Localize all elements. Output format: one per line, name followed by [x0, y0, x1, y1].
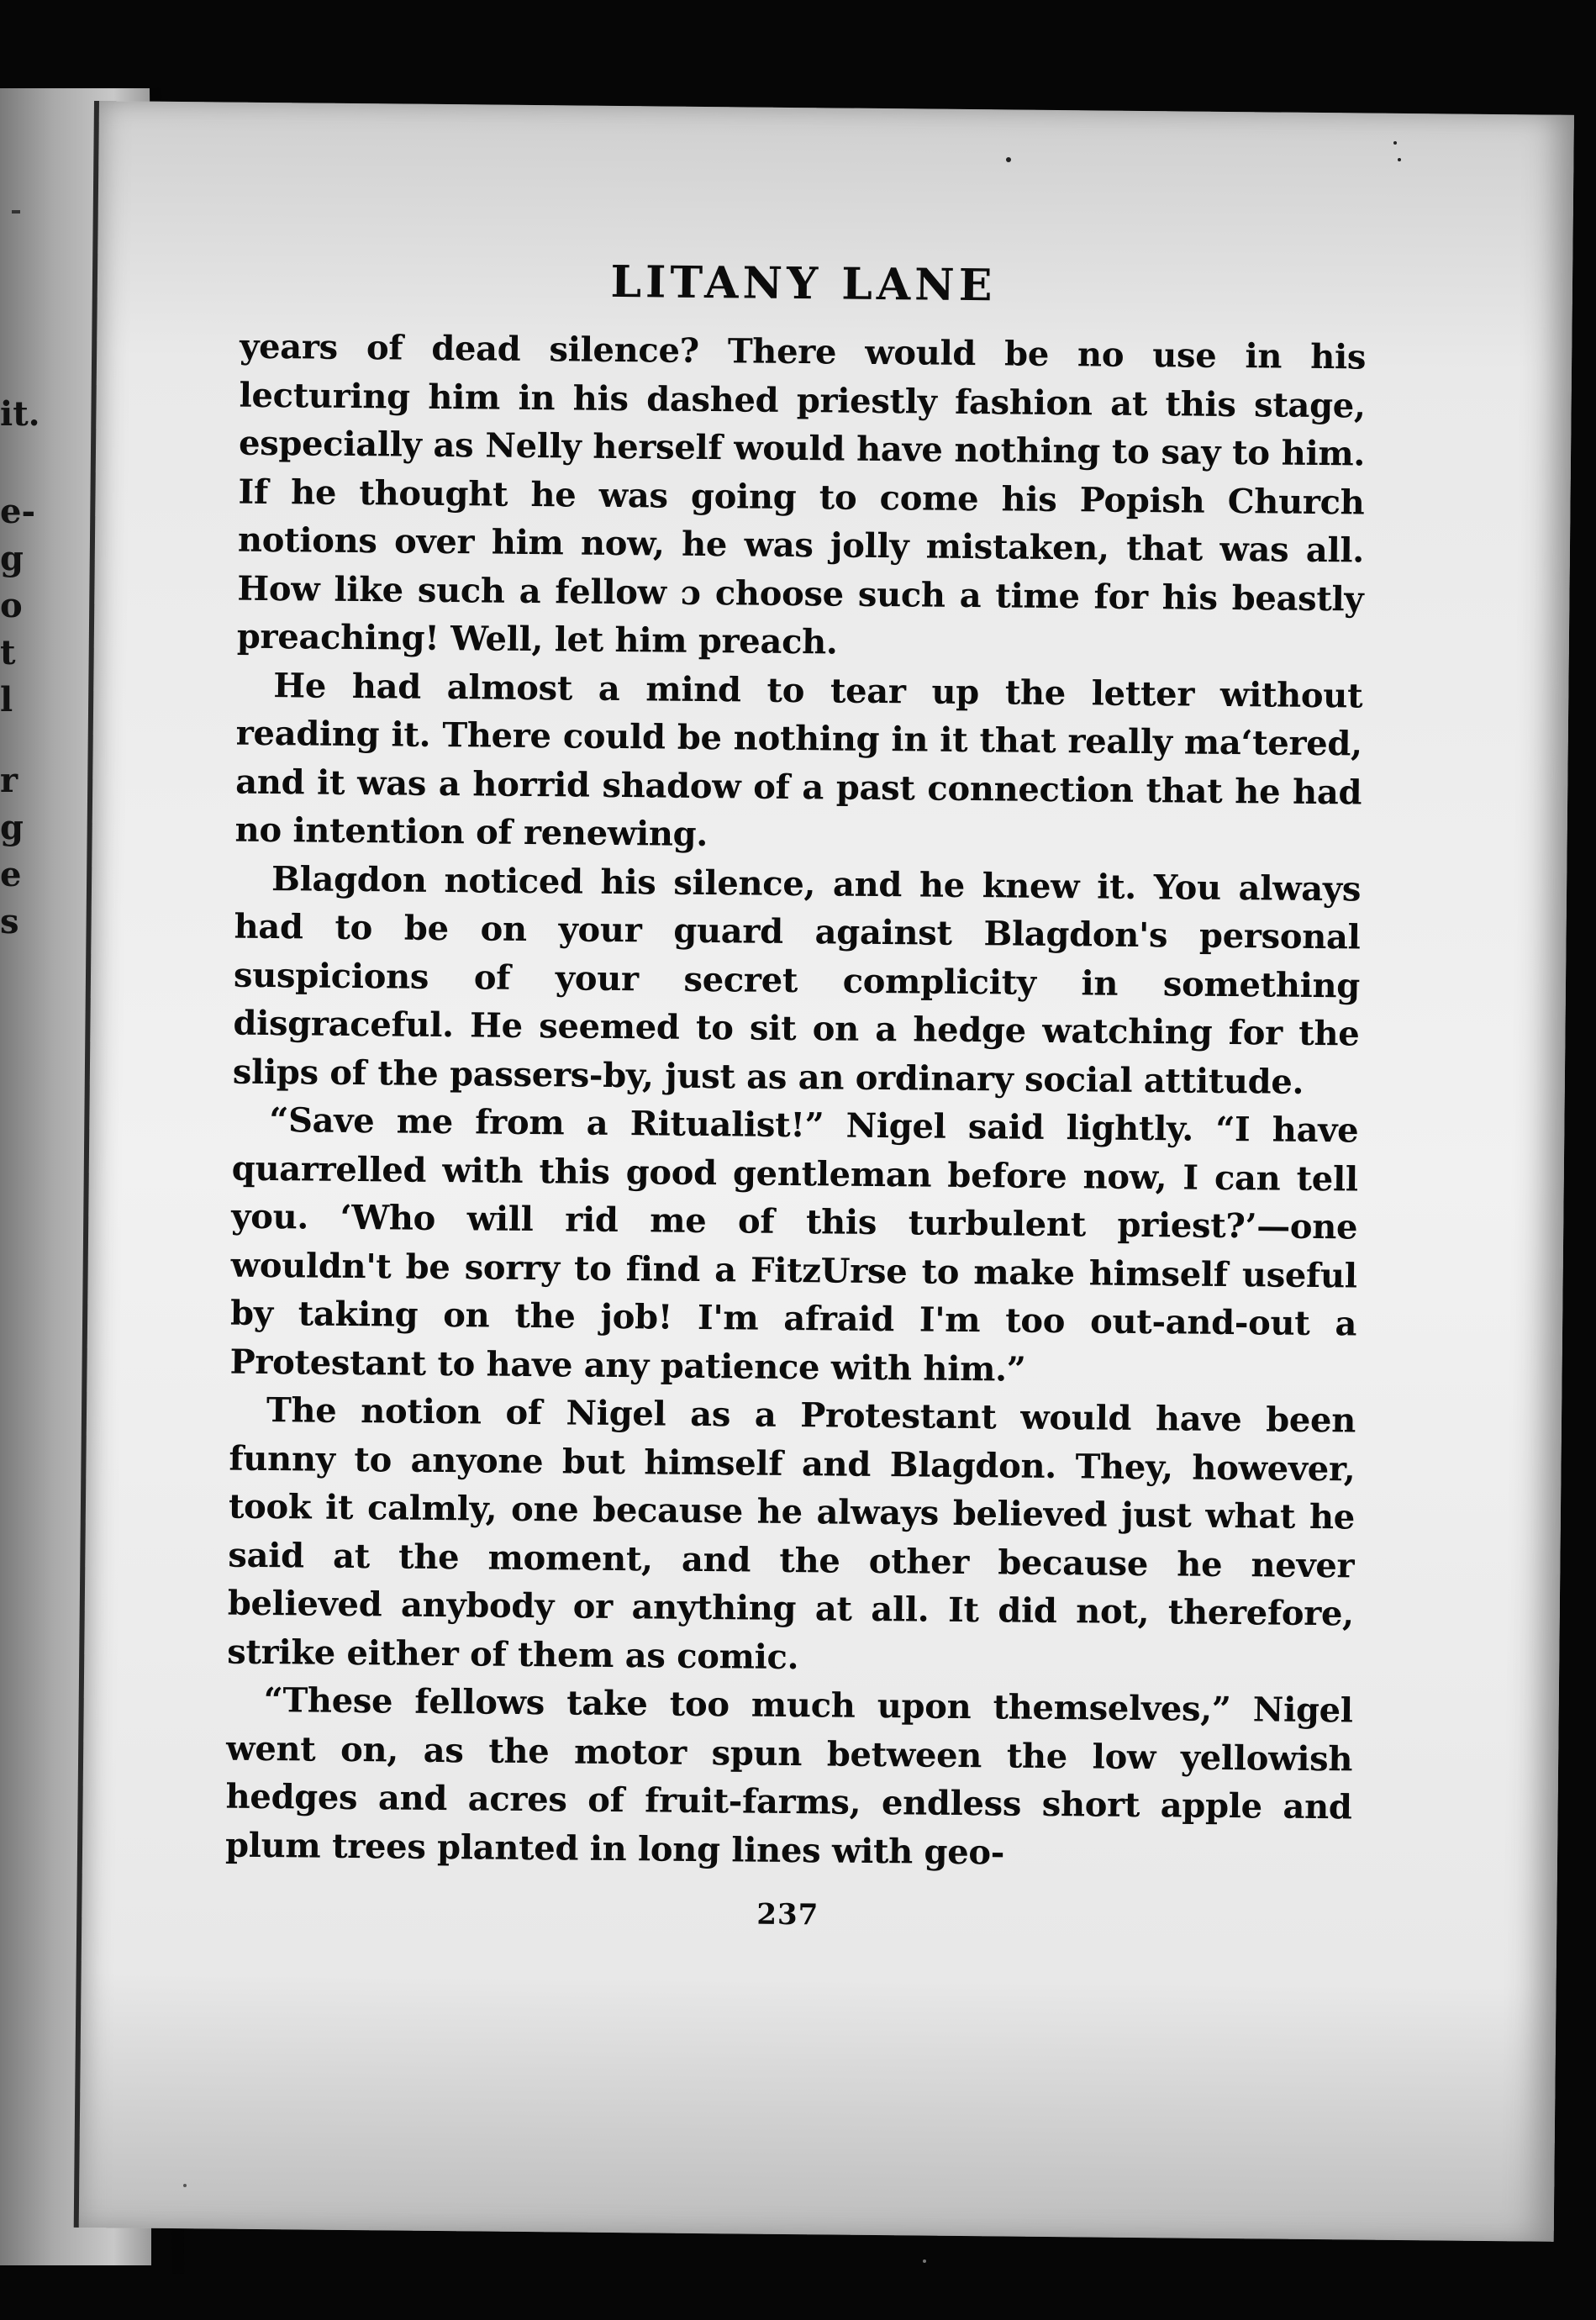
body-text — [225, 323, 1367, 1880]
previous-page-text-fragments — [0, 391, 40, 946]
fragment: r — [0, 761, 18, 800]
fragment: g — [0, 539, 24, 578]
page-number: 237 — [756, 1897, 819, 1932]
page-content — [224, 254, 1367, 1938]
paragraph: years of dead silence? There would be no use in his lecturing him in his dashed priestly fashion at this stage, especially as Nelly herself would have nothing to say to him. If he thought he was going to come his Popish Church notions over him now, he was jolly mistaken, that was all. How like such a fellow ɔ choose such a time for his beastly preaching! Well, let him preach. — [236, 326, 1367, 662]
fragment: e — [0, 855, 22, 894]
fragment: o — [0, 586, 23, 625]
paragraph: The notion of Nigel as a Protestant would have been funny to anyone but himself and Blagdon. They, however, took it calmly, one because he always believed just what he said at the moment, and the other because he never believed anybody or anything at all. It did not, therefore, strike either of them as comic. — [227, 1390, 1356, 1677]
fragment: e- — [0, 492, 36, 531]
fragment: s — [0, 902, 19, 941]
fragment: g — [0, 808, 24, 847]
fragment: l — [0, 680, 13, 720]
running-head: LITANY LANE — [610, 256, 997, 312]
paragraph: “These fellows take too much upon themselves,” Nigel went on, as the motor spun between the low yellowish hedges and acres of fruit-farms, endless short apple and plum trees planted in long lines with geo- — [224, 1680, 1353, 1872]
paragraph: He had almost a mind to tear up the letter without reading it. There could be nothing in it that really maʻtered, and it was a horrid shadow of a past connection that he had no intention of renewing. — [234, 665, 1363, 855]
paragraph: Blagdon noticed his silence, and he knew it. You always had to be on your guard against Blagdon's personal suspicions of your secret complicity in something disgraceful. He seemed to sit on a hedge watching for the slips of the passers-by, just as an ordinary social attitude. — [232, 858, 1362, 1102]
book-page — [74, 101, 1574, 2242]
fragment: it. — [0, 394, 40, 434]
paragraph: “Save me from a Ritualist!” Nigel said lightly. “I have quarrelled with this good gentleman before now, I can tell you. ‘Who will rid me of this turbulent priest?’—one wouldn't be sorry to find a FitzUrse to make himself useful by taking on the job! I'm afraid I'm too out-and-out a Protestant to have any patience with him.” — [229, 1100, 1359, 1389]
fragment: t — [0, 633, 16, 672]
